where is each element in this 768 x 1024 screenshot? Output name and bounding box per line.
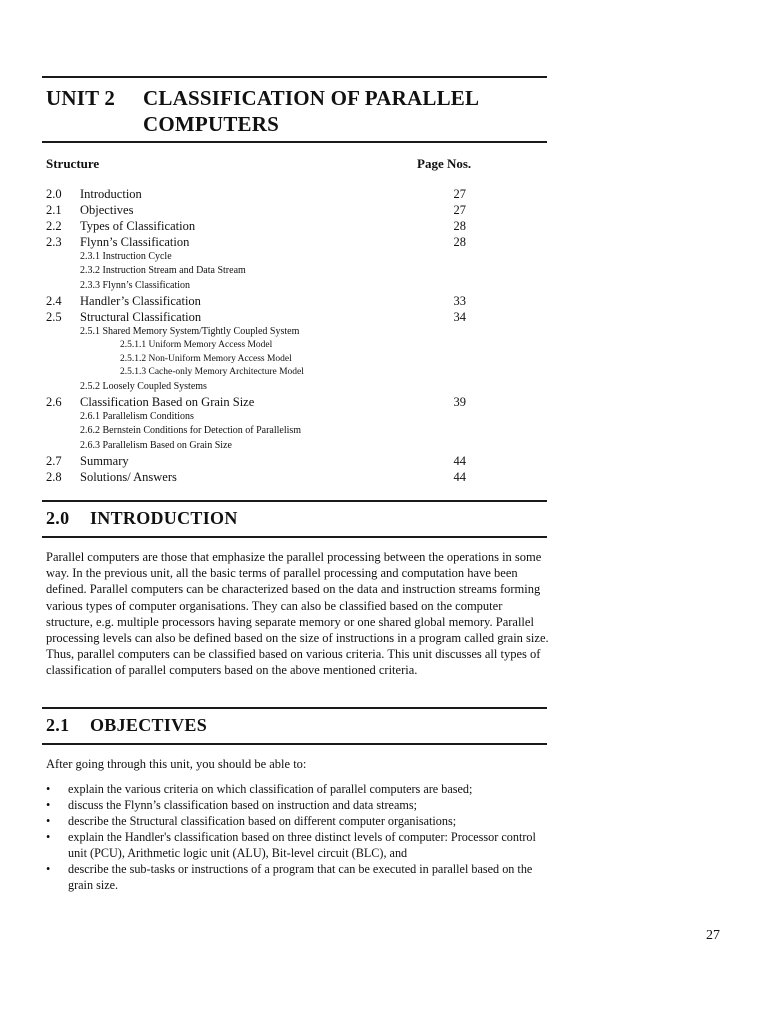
toc-section-title: 2.3.2 Instruction Stream and Data Stream [80,265,246,277]
toc-section-number: 2.0 [46,187,62,201]
toc-row [46,394,486,410]
toc-section-number: 2.1 [46,203,62,217]
toc-row [46,264,486,278]
toc-bottom-rule [42,500,547,502]
toc-row [46,424,486,438]
toc-section-number: 2.5 [46,309,62,324]
toc-row [46,186,486,202]
toc-section-number: 2.3 [46,235,62,249]
toc-section-title: 2.5.1.2 Non-Uniform Memory Access Model [120,353,292,364]
bullet-icon: • [46,862,51,876]
structure-label: Structure [46,156,100,171]
toc-row [46,439,486,453]
bullet-icon: • [46,830,51,844]
toc-section-title: 2.6.1 Parallelism Conditions [80,410,194,422]
toc-page-number: 27 [453,203,466,217]
toc-page-number: 33 [453,293,466,308]
introduction-paragraph: Parallel computers are those that emphasize the parallel processing between the operations in some way. In the previous unit, all the basic terms of parallel processing and computation have been defined. Parallel computers can be characterized based on the data and instruction streams forming various types of computer organisations. They can also be classified based on the computer structure, e.g. multiple processors having separate memory or one shared global memory. Parallel processing levels can also be defined based on the size of instructions in a program called grain size. Thus, parallel computers can be classified based on various criteria. This unit discusses all types of classification of parallel computers based on the above mentioned criteria. [46,550,549,678]
toc-section-number: 2.7 [46,453,62,468]
toc-row [46,339,486,353]
toc-row [46,366,486,380]
toc-page-number: 34 [453,309,466,324]
toc-row [46,453,486,469]
toc-section-title: Flynn’s Classification [80,235,190,249]
toc-section-number: 2.2 [46,219,62,233]
toc-row [46,218,486,234]
unit-title-text: CLASSIFICATION OF PARALLEL COMPUTERS [143,86,479,136]
toc-page-number: 27 [453,187,466,201]
table-of-contents [46,186,486,485]
toc-section-number: 2.8 [46,469,62,484]
toc-section-title: 2.5.2 Loosely Coupled Systems [80,380,207,392]
bullet-icon: • [46,814,51,828]
toc-section-title: Introduction [80,187,142,201]
objective-item [46,797,546,813]
toc-row [46,234,486,250]
toc-row [46,279,486,293]
toc-section-title: Classification Based on Grain Size [80,394,255,409]
toc-page-number: 44 [453,469,466,484]
toc-row [46,380,486,394]
toc-section-title: Handler’s Classification [80,293,201,308]
toc-section-title: 2.5.1.3 Cache-only Memory Architecture Model [120,367,304,378]
objective-item [46,861,546,893]
bullet-icon: • [46,798,51,812]
toc-row [46,353,486,367]
objective-text: describe the Structural classification based on different computer organisations; [68,814,457,828]
objective-text: explain the Handler's classification based on three distinct levels of computer: Processor control unit (PCU), Arithmetic logic unit (ALU), Bit-level circuit (BLC), and [68,830,536,860]
toc-section-title: Summary [80,453,129,468]
toc-row [46,202,486,218]
toc-section-number: 2.4 [46,293,62,308]
bullet-icon: • [46,782,51,796]
introduction-title: INTRODUCTION [90,508,238,528]
objective-item [46,829,546,861]
toc-section-title: Solutions/ Answers [80,469,177,484]
toc-row [46,309,486,325]
objectives-number: 2.1 [46,715,70,735]
objectives-rule [42,743,547,745]
top-rule [42,76,547,78]
toc-section-title: 2.5.1.1 Uniform Memory Access Model [120,340,273,351]
objective-item [46,813,546,829]
unit-number: UNIT 2 [46,86,116,110]
objectives-top-rule [42,707,547,709]
toc-section-title: Structural Classification [80,309,202,324]
toc-section-number: 2.6 [46,394,62,409]
toc-section-title: 2.6.3 Parallelism Based on Grain Size [80,439,232,451]
toc-row [46,325,486,339]
toc-section-title: 2.3.1 Instruction Cycle [80,251,172,262]
objective-item [46,781,546,797]
toc-row [46,293,486,309]
toc-row [46,250,486,264]
toc-page-number: 28 [453,219,466,233]
toc-row [46,469,486,485]
toc-section-title: 2.6.2 Bernstein Conditions for Detection of Parallelism [80,425,302,437]
objective-text: explain the various criteria on which classification of parallel computers are based; [68,782,473,796]
toc-row [46,410,486,424]
objectives-title: OBJECTIVES [90,715,208,735]
objective-text: describe the sub-tasks or instructions of a program that can be executed in parallel based on the grain size. [68,862,533,892]
objectives-intro: After going through this unit, you should be able to: [46,757,307,771]
objectives-list [46,781,546,893]
toc-section-title: Objectives [80,203,134,217]
page-number: 27 [706,928,720,943]
toc-section-title: 2.5.1 Shared Memory System/Tightly Coupled System [80,325,300,337]
toc-page-number: 28 [453,235,466,249]
introduction-number: 2.0 [46,508,70,528]
objective-text: discuss the Flynn’s classification based on instruction and data streams; [68,798,417,812]
title-bottom-rule [42,141,547,143]
toc-page-number: 44 [453,453,466,468]
introduction-rule [42,536,547,538]
toc-page-number: 39 [453,394,466,409]
toc-section-title: Types of Classification [80,219,196,233]
toc-section-title: 2.3.3 Flynn’s Classification [80,279,190,291]
page-nos-label: Page Nos. [417,156,472,171]
